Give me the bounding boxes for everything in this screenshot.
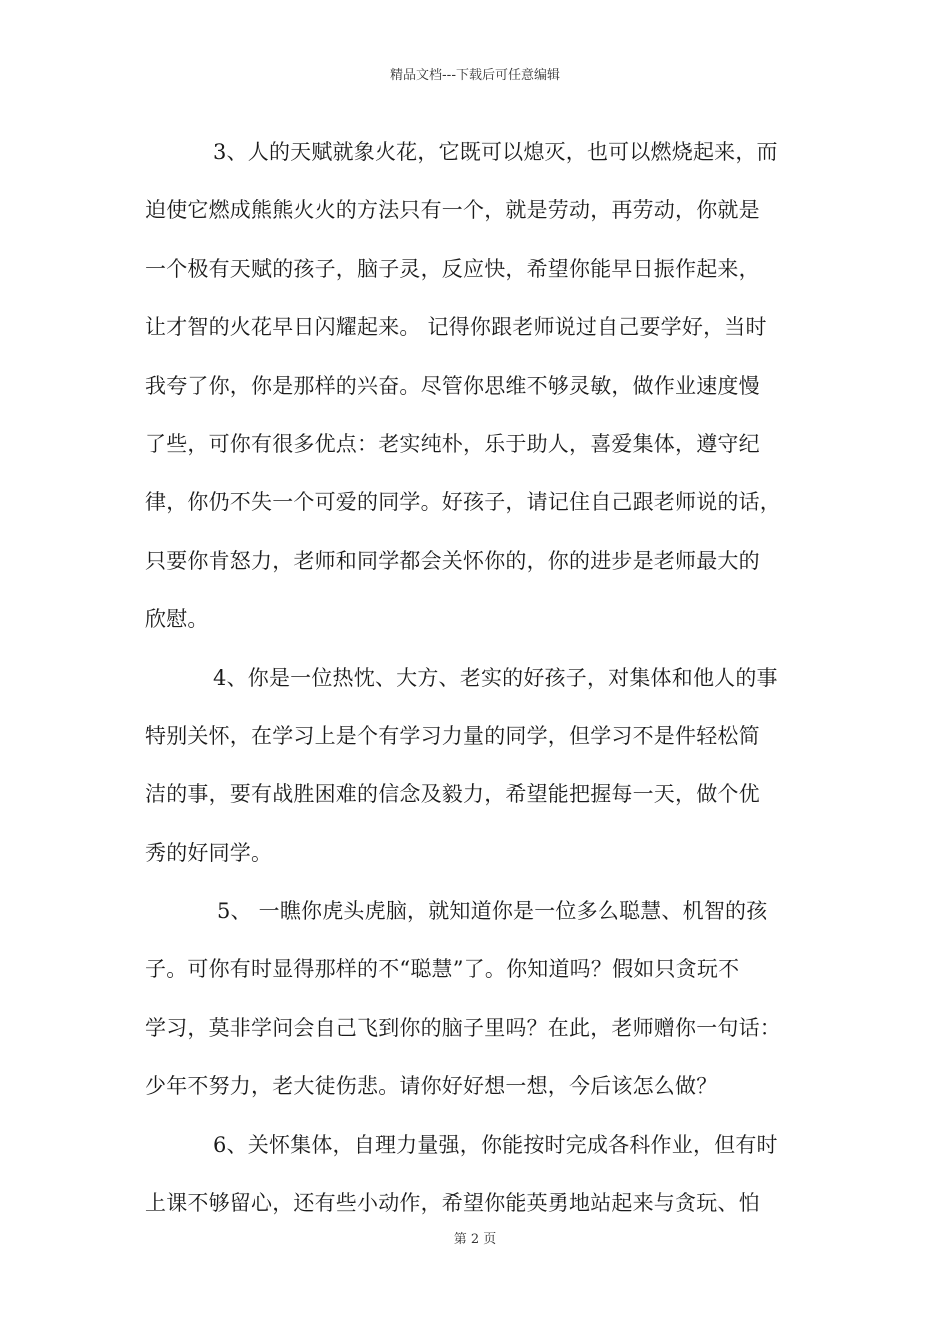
- page-number: 第 2 页: [453, 1232, 497, 1247]
- document-body: [145, 131, 825, 1240]
- text-line: 迫使它燃成熊熊火火的方法只有一个，就是劳动，再劳动，你就是: [145, 198, 760, 223]
- text-line: 一个极有天赋的孩子，脑子灵，反应快，希望你能早日振作起来，: [145, 256, 760, 281]
- text-line: 秀的好同学。: [145, 840, 273, 865]
- text-line: 3、人的天赋就象火花，它既可以熄灭，也可以燃烧起来，而: [213, 140, 778, 164]
- text-line: 少年不努力，老大徒伤悲。请你好好想一想，今后该怎么做？: [145, 1074, 718, 1099]
- text-line: 4、你是一位热忱、大方、老实的好孩子，对集体和他人的事: [213, 665, 778, 690]
- text-line: 欣慰。: [145, 607, 209, 632]
- page-header: 精品文档---下载后可任意编辑: [389, 68, 561, 83]
- text-line: 律，你仍不失一个可爱的同学。好孩子，请记住自己跟老师说的话，: [145, 490, 781, 515]
- text-line: 特别关怀，在学习上是个有学习力量的同学，但学习不是件轻松简: [145, 723, 760, 748]
- text-line: 5、 一瞧你虎头虎脑，就知道你是一位多么聪慧、机智的孩: [217, 899, 768, 924]
- paragraph-6: [145, 1124, 825, 1241]
- text-line: 让才智的火花早日闪耀起来。 记得你跟老师说过自己要学好，当时: [145, 315, 767, 340]
- text-line: 我夸了你，你是那样的兴奋。尽管你思维不够灵敏，做作业速度慢: [145, 373, 760, 398]
- paragraph-4: [145, 657, 825, 891]
- text-line: 上课不够留心，还有些小动作，希望你能英勇地站起来与贪玩、怕: [145, 1191, 760, 1216]
- paragraph-5: [145, 890, 825, 1124]
- text-line: 6、关怀集体，自理力量强，你能按时完成各科作业，但有时: [213, 1132, 778, 1157]
- text-line: 洁的事，要有战胜困难的信念及毅力，希望能把握每一天，做个优: [145, 782, 760, 807]
- paragraph-3: [145, 131, 825, 657]
- text-line: 学习，莫非学问会自己飞到你的脑子里吗？在此，老师赠你一句话：: [145, 1015, 781, 1040]
- text-line: 了些，可你有很多优点：老实纯朴，乐于助人，喜爱集体，遵守纪: [145, 431, 760, 456]
- text-line: 子。可你有时显得那样的不“聪慧”了。你知道吗？假如只贪玩不: [145, 957, 740, 982]
- text-line: 只要你肯怒力，老师和同学都会关怀你的，你的进步是老师最大的: [145, 548, 760, 573]
